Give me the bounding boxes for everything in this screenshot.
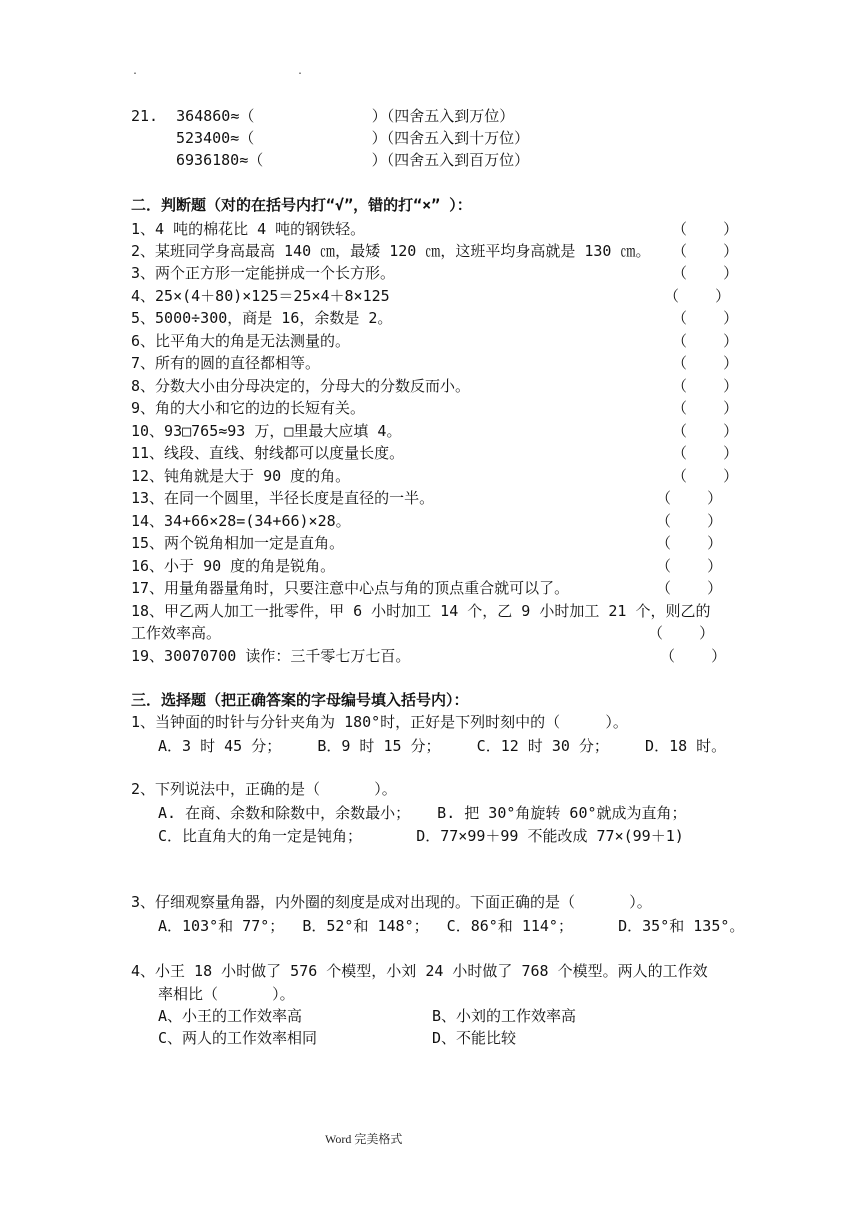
q4-option-a: A、小王的工作效率高 xyxy=(158,1007,303,1025)
judgement-item-text: 17、用量角器量角时，只要注意中心点与角的顶点重合就可以了。 xyxy=(131,579,570,597)
judgement-item-text: 13、在同一个圆里，半径长度是直径的一半。 xyxy=(131,489,435,507)
q3-stem: 3、仔细观察量角器，内外圈的刻度是成对出现的。下面正确的是（ ）。 xyxy=(131,893,652,911)
header-dot: . xyxy=(297,66,304,77)
answer-parentheses: （ ） xyxy=(664,287,731,305)
answer-parentheses: （ ） xyxy=(660,647,727,665)
answer-parentheses: （ ） xyxy=(672,354,739,372)
q2-options-2: C．比直角大的角一定是钝角； D．77×99＋99 不能改成 77×(99＋1) xyxy=(158,827,684,845)
judgement-item-text: 4、25×(4＋80)×125＝25×4＋8×125 xyxy=(131,287,390,305)
judgement-item-text: 7、所有的圆的直径都相等。 xyxy=(131,354,321,372)
answer-parentheses: （ ） xyxy=(656,579,723,597)
q1-options: A．3 时 45 分； B．9 时 15 分； C．12 时 30 分； D．18 时。 xyxy=(158,737,727,755)
judgement-item-text: 15、两个锐角相加一定是直角。 xyxy=(131,534,345,552)
q2-stem: 2、下列说法中，正确的是（ ）。 xyxy=(131,780,397,798)
q4-option-b: B、小刘的工作效率高 xyxy=(432,1007,577,1025)
q2-options-1: A. 在商、余数和除数中，余数最小； B. 把 30°角旋转 60°就成为直角； xyxy=(158,804,687,822)
judgement-item-text: 6、比平角大的角是无法测量的。 xyxy=(131,332,351,350)
answer-parentheses: （ ） xyxy=(656,534,723,552)
judgement-item-text: 工作效率高。 xyxy=(131,624,222,642)
section2-title: 二．判断题（对的在括号内打“√”，错的打“×” ）： xyxy=(131,196,472,214)
answer-parentheses: （ ） xyxy=(672,242,739,260)
judgement-item-text: 3、两个正方形一定能拼成一个长方形。 xyxy=(131,264,396,282)
answer-parentheses: （ ） xyxy=(672,220,739,238)
judgement-item-text: 11、线段、直线、射线都可以度量长度。 xyxy=(131,444,405,462)
judgement-item-text: 19、30070700 读作：三千零七万七百。 xyxy=(131,647,411,665)
section3-title: 三．选择题（把正确答案的字母编号填入括号内）： xyxy=(131,691,469,709)
answer-parentheses: （ ） xyxy=(672,309,739,327)
q21-line-3: 6936180≈（ ）（四舍五入到百万位） xyxy=(176,151,530,169)
q4-stem-2: 率相比（ ）。 xyxy=(158,985,295,1003)
judgement-item-text: 12、钝角就是大于 90 度的角。 xyxy=(131,467,351,485)
answer-parentheses: （ ） xyxy=(672,444,739,462)
q1-stem: 1、当钟面的时针与分针夹角为 180°时，正好是下列时刻中的（ ）。 xyxy=(131,713,628,731)
answer-parentheses: （ ） xyxy=(656,557,723,575)
q3-options: A．103°和 77°； B．52°和 148°； C．86°和 114°； D．35°和 135°。 xyxy=(158,917,745,935)
judgement-item-text: 2、某班同学身高最高 140 ㎝，最矮 120 ㎝，这班平均身高就是 130 ㎝。 xyxy=(131,242,651,260)
judgement-item-text: 16、小于 90 度的角是锐角。 xyxy=(131,557,336,575)
judgement-item-text: 18、甲乙两人加工一批零件，甲 6 小时加工 14 个，乙 9 小时加工 21 个，则乙的 xyxy=(131,602,711,620)
q4-option-c: C、两人的工作效率相同 xyxy=(158,1029,318,1047)
q4-option-d: D、不能比较 xyxy=(432,1029,517,1047)
judgement-item-text: 5、5000÷300，商是 16，余数是 2。 xyxy=(131,309,393,327)
judgement-item-text: 14、34+66×28=(34+66)×28。 xyxy=(131,512,351,530)
answer-parentheses: （ ） xyxy=(648,624,715,642)
q4-stem-1: 4、小王 18 小时做了 576 个模型，小刘 24 小时做了 768 个模型。两人的工作效 xyxy=(131,962,708,980)
answer-parentheses: （ ） xyxy=(672,399,739,417)
footer-text: Word 完美格式 xyxy=(325,1132,403,1146)
header-dot: . xyxy=(132,66,139,77)
judgement-item-text: 9、角的大小和它的边的长短有关。 xyxy=(131,399,366,417)
q21-line-1: 21. 364860≈（ ）（四舍五入到万位） xyxy=(131,107,515,125)
judgement-item-text: 1、4 吨的棉花比 4 吨的钢铁轻。 xyxy=(131,220,366,238)
answer-parentheses: （ ） xyxy=(672,264,739,282)
answer-parentheses: （ ） xyxy=(672,377,739,395)
answer-parentheses: （ ） xyxy=(672,332,739,350)
answer-parentheses: （ ） xyxy=(656,512,723,530)
judgement-item-text: 8、分数大小由分母决定的，分母大的分数反而小。 xyxy=(131,377,471,395)
answer-parentheses: （ ） xyxy=(672,467,739,485)
answer-parentheses: （ ） xyxy=(656,489,723,507)
judgement-item-text: 10、93□765≈93 万，□里最大应填 4。 xyxy=(131,422,402,440)
answer-parentheses: （ ） xyxy=(672,422,739,440)
q21-line-2: 523400≈（ ）（四舍五入到十万位） xyxy=(176,129,530,147)
